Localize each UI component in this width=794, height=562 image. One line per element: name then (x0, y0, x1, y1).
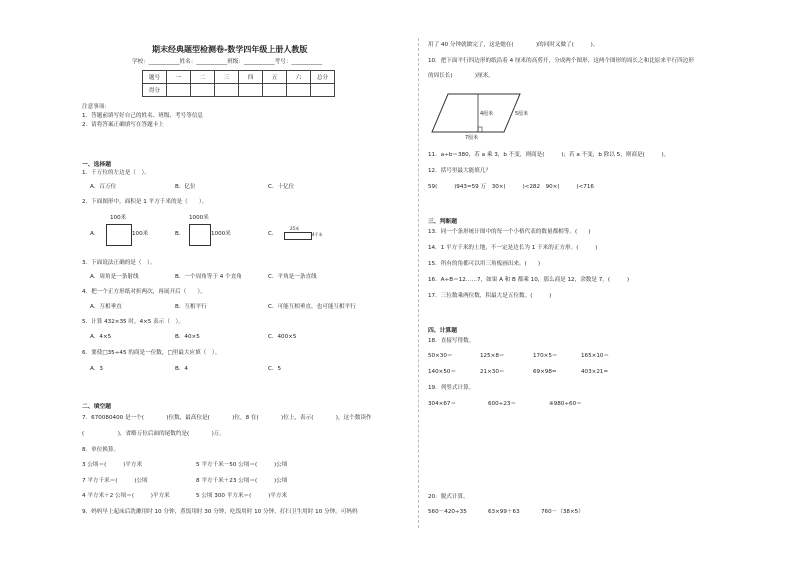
q4-option-c[interactable]: C．可能互相垂直，也可能互相平行 (268, 304, 356, 310)
score-header-cell: 一 (167, 71, 191, 84)
figure-b-side-label: 1000米 (211, 231, 231, 237)
question-7: 7．670080400 是一个( )位数，最高位是( )位，8 在( )位上，表示( )，这个数读作 (82, 415, 372, 421)
score-header-cell: 题号 (143, 71, 167, 84)
right-angle-mark (478, 127, 482, 132)
rectangle-figure-c (284, 232, 312, 240)
question-17: 17．三位数乘两位数，积最大是五位数。( ) (428, 293, 552, 299)
q3-option-b[interactable]: B．一个周角等于 4 个直角 (175, 274, 242, 280)
section2-heading: 二、填空题 (82, 404, 111, 410)
side-label: 5厘米 (515, 111, 529, 117)
notes-item: 2．请将答案正确填写在答题卡上 (82, 122, 164, 128)
question-9: 9．妈妈早上起床后洗漱用时 10 分钟，煮饭用时 30 分钟，吃饭用时 10 分钟，打扫卫生用时 10 分钟。可妈妈 (82, 509, 358, 515)
question-10-cont: 的周长长( )厘米。 (428, 73, 494, 79)
q2-option-b[interactable]: B． (175, 231, 185, 237)
q6-option-c[interactable]: C．5 (268, 366, 282, 372)
q8-item: 5 公顷 300 平方米＝( )平方米 (196, 493, 288, 499)
stepwise-calc-item: 63×99＋63 (488, 509, 520, 515)
q2-option-a[interactable]: A． (90, 231, 100, 237)
score-input-cell[interactable] (167, 84, 191, 97)
section3-heading: 三、判断题 (428, 219, 457, 225)
section4-heading: 四、计算题 (428, 328, 457, 334)
parallelogram-shape (432, 94, 520, 132)
q3-option-a[interactable]: A．周角是一条射线 (90, 274, 139, 280)
student-info-line: 学校：___________姓名：___________班级：___________考号：___________ (132, 59, 323, 65)
figure-a-top-label: 100米 (110, 215, 127, 221)
score-header-cell: 四 (239, 71, 263, 84)
score-label-cell: 得分 (143, 84, 167, 97)
question-12-items: 59( )943≈59 万 30×( )<282 90×( )<716 (428, 184, 594, 190)
page-title: 期末经典题型检测卷-数学四年级上册人教版 (152, 45, 308, 54)
question-15: 15．所有的角都可以用三角板画出来。( ) (428, 261, 541, 267)
calc-item: 50×30＝ (428, 353, 453, 359)
question-12: 12．括号里最大能填几？ (428, 168, 492, 174)
q4-option-b[interactable]: B．互相平行 (175, 304, 207, 310)
square-figure-a (106, 224, 132, 246)
score-input-cell[interactable] (263, 84, 287, 97)
question-14: 14．1 平方千米的土地，不一定是边长为 1 千米的正方形。( ) (428, 245, 598, 251)
score-input-cell[interactable] (239, 84, 263, 97)
stepwise-calc-item: 760－（38×5） (541, 509, 584, 515)
question-11: 11．a÷b＝380，若 a 乘 3，b 不变，则商是( )；若 a 不变，b 除以 5，则商是( )。 (428, 152, 670, 158)
q5-option-c[interactable]: C．400×5 (268, 334, 297, 340)
figure-c-side-label: 4千米 (312, 232, 323, 237)
q8-item: 8 平方千米＋23 公顷＝( )公顷 (196, 478, 288, 484)
column-divider (418, 38, 419, 528)
question-19: 19．列竖式计算。 (428, 385, 475, 391)
q6-option-b[interactable]: B．4 (175, 366, 188, 372)
calc-item: 140×50＝ (428, 369, 457, 375)
calc-item: 165×10＝ (581, 353, 610, 359)
stepwise-calc-item: 560－420÷35 (428, 509, 467, 515)
q1-option-b[interactable]: B．亿位 (175, 184, 196, 190)
q4-option-a[interactable]: A．互相垂直 (90, 304, 122, 310)
question-5: 5．计算 432×35 时，4×5 表示（ ）。 (82, 319, 184, 325)
score-input-cell[interactable] (287, 84, 311, 97)
calc-item: 170×5＝ (533, 353, 558, 359)
height-label: 4厘米 (480, 111, 494, 117)
question-8: 8．单位换算。 (82, 447, 120, 453)
score-header-cell: 二 (191, 71, 215, 84)
q8-item: 3 公顷＝( )平方米 (82, 462, 143, 468)
question-13: 13．同一个条形统计图中的每一个小格代表的数量都相等。( ) (428, 229, 591, 235)
notes-item: 1．答题前填写好自己的姓名、班级、考号等信息 (82, 113, 204, 119)
question-16: 16．A÷B＝12……7，如果 A 和 B 都乘 10，那么商是 12，余数是 7。( ) (428, 277, 630, 283)
question-6: 6．要使□35÷45 的商是一位数，□里最大应填（ ）。 (82, 350, 221, 356)
score-header-cell: 六 (287, 71, 311, 84)
parallelogram-figure (428, 90, 548, 146)
score-header-cell: 三 (215, 71, 239, 84)
figure-a-side-label: 100米 (132, 231, 149, 237)
section1-heading: 一、选择题 (82, 162, 111, 168)
question-1: 1．千万位的左边是（ ）。 (82, 170, 150, 176)
vertical-calc-item: 600÷23＝ (488, 401, 517, 407)
q1-option-a[interactable]: A．百万位 (90, 184, 117, 190)
calc-item: 21×30＝ (480, 369, 505, 375)
question-9-cont: 用了 40 分钟就做完了，这是她在( )的同时又做了( )。 (428, 42, 599, 48)
q2-option-c[interactable]: C． (268, 231, 278, 237)
q3-option-c[interactable]: C．平角是一条直线 (268, 274, 317, 280)
question-3: 3．下面说法正确的是（ ）。 (82, 260, 156, 266)
q1-option-c[interactable]: C．十亿位 (268, 184, 295, 190)
q6-option-a[interactable]: A．3 (90, 366, 103, 372)
score-input-cell[interactable] (311, 84, 335, 97)
notes-heading: 注意事项： (82, 104, 110, 110)
q5-option-a[interactable]: A．4×5 (90, 334, 112, 340)
question-10: 10．把下面平行四边形的纸沿着 4 厘米的高剪开，分成两个图形，这两个图形的周长之和比原来平行四边形 (428, 58, 694, 64)
q8-item: 5 平方千米－50 公顷＝( )公顷 (196, 462, 288, 468)
q8-item: 7 平方千米＝( )公顷 (82, 478, 148, 484)
question-7-cont: ( )，省略万位后面的尾数约是( )万。 (82, 431, 225, 437)
score-input-cell[interactable] (215, 84, 239, 97)
figure-c-top-label: 25米 (290, 226, 300, 231)
question-4: 4．把一个正方形纸对折两次，再展开后（ ）。 (82, 289, 206, 295)
score-table (142, 70, 335, 97)
base-label: 7厘米 (465, 135, 479, 141)
question-2: 2．下面图形中，面积是 1 平方千米的是（ ）。 (82, 199, 208, 205)
score-header-cell: 总分 (311, 71, 335, 84)
square-figure-b (189, 224, 211, 246)
figure-b-top-label: 1000米 (189, 215, 209, 221)
q5-option-b[interactable]: B．40×5 (175, 334, 200, 340)
score-header-cell: 五 (263, 71, 287, 84)
calc-item: 125×8＝ (480, 353, 505, 359)
question-20: 20．脱式计算。 (428, 494, 469, 500)
vertical-calc-item: 304×67＝ (428, 401, 457, 407)
calc-item: 69×98≈ (533, 369, 557, 375)
q8-item: 4 平方米＋2 公顷＝( )平方米 (82, 493, 170, 499)
question-18: 18．直接写得数。 (428, 338, 475, 344)
calc-item: 403×21≈ (581, 369, 609, 375)
score-input-cell[interactable] (191, 84, 215, 97)
vertical-calc-item: ※980÷60＝ (549, 401, 582, 407)
